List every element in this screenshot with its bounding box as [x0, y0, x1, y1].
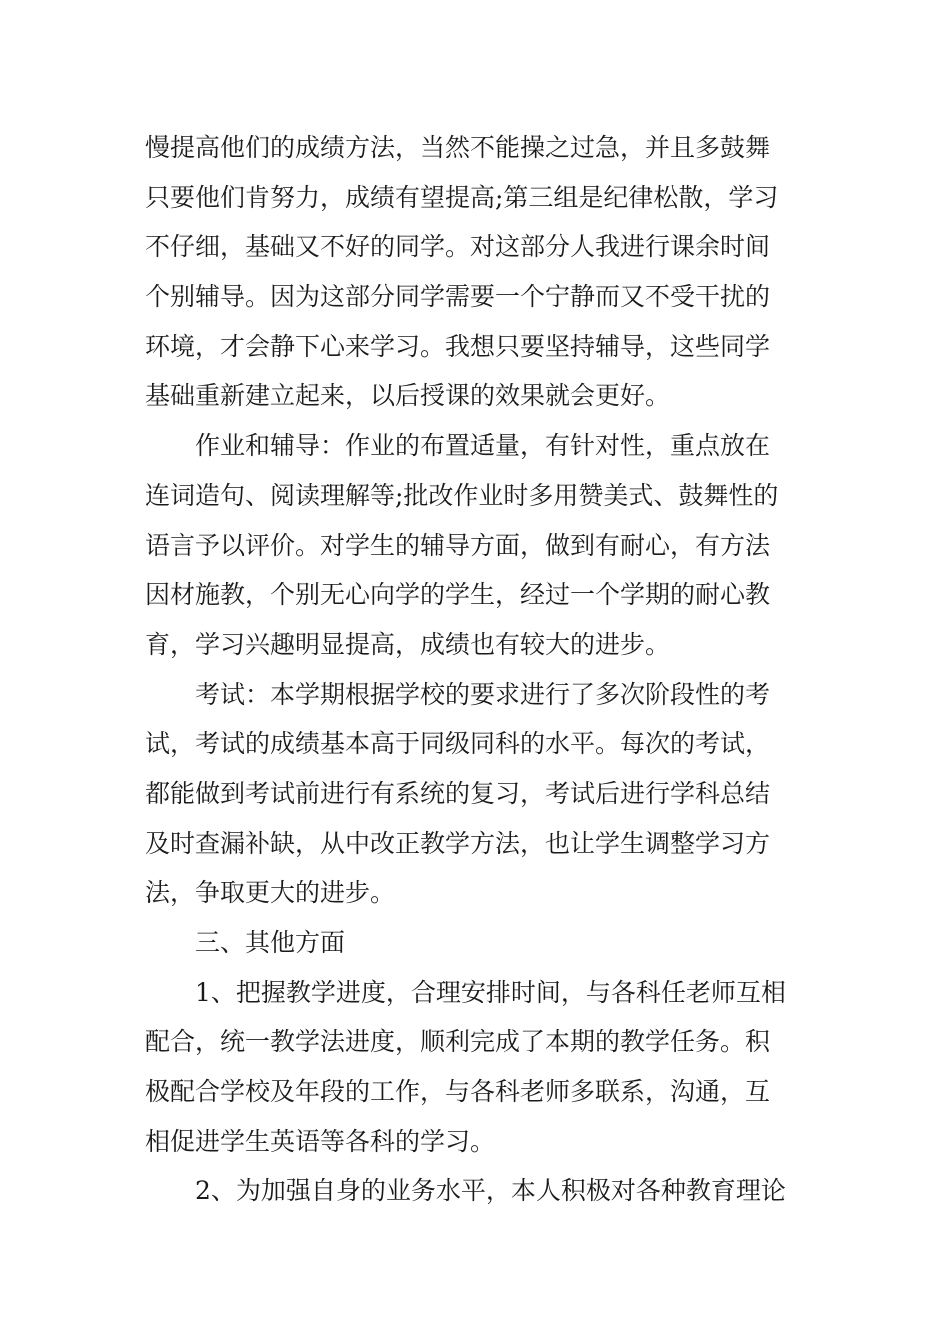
- text-line: 都能做到考试前进行有系统的复习，考试后进行学科总结: [145, 778, 771, 808]
- text-line: 个别辅导。因为这部分同学需要一个宁静而又不受干扰的: [145, 282, 771, 312]
- text-line: 基础重新建立起来，以后授课的效果就会更好。: [145, 381, 671, 411]
- text-line: 慢提高他们的成绩方法，当然不能操之过急，并且多鼓舞: [145, 133, 771, 162]
- text-line: 试，考试的成绩基本高于同级同科的水平。每次的考试，: [145, 729, 771, 759]
- text-line: 语言予以评价。对学生的辅导方面，做到有耐心，有方法: [145, 530, 771, 560]
- paragraph-start-line: 考试：本学期根据学校的要求进行了多次阶段性的考: [195, 679, 771, 709]
- text-line: 不仔细，基础又不好的同学。对这部分人我进行课余时间: [145, 232, 771, 262]
- text-line: 只要他们肯努力，成绩有望提高;第三组是纪律松散，学习: [145, 182, 779, 212]
- text-line: 极配合学校及年段的工作，与各科老师多联系，沟通，互: [145, 1077, 771, 1107]
- body-text: [145, 123, 810, 1216]
- text-line: 因材施教，个别无心向学的学生，经过一个学期的耐心教: [145, 580, 771, 610]
- text-line: 环境，才会静下心来学习。我想只要坚持辅导，这些同学: [145, 331, 771, 361]
- text-line: 配合，统一教学法进度，顺利完成了本期的教学任务。积: [145, 1027, 771, 1057]
- text-line: 连词造句、阅读理解等;批改作业时多用赞美式、鼓舞性的: [145, 480, 779, 510]
- paragraph-start-line: 1、把握教学进度，合理安排时间，与各科任老师互相: [195, 977, 786, 1007]
- section-heading: 三、其他方面: [195, 928, 346, 957]
- paragraph-start-line: 作业和辅导：作业的布置适量，有针对性，重点放在: [195, 431, 771, 461]
- text-line: 相促进学生英语等各科的学习。: [145, 1126, 496, 1156]
- text-line: 育，学习兴趣明显提高，成绩也有较大的进步。: [145, 629, 671, 659]
- text-line: 及时查漏补缺，从中改正教学方法，也让学生调整学习方: [145, 828, 771, 858]
- text-line: 法，争取更大的进步。: [145, 878, 396, 908]
- paragraph-start-line: 2、为加强自身的业务水平，本人积极对各种教育理论: [195, 1176, 786, 1206]
